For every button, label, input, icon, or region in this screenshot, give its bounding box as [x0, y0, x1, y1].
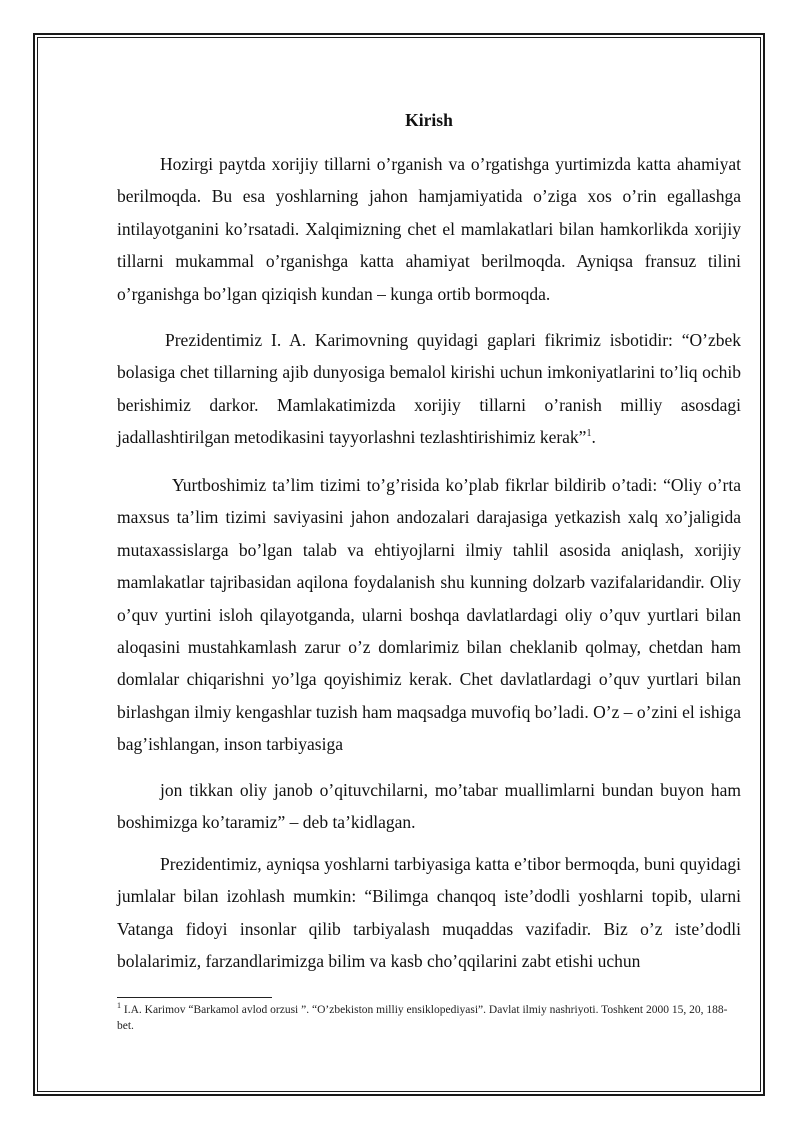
paragraph-4: jon tikkan oliy janob o’qituvchilarni, mo’tabar muallimlarni bundan buyon ham boshimizga ko’taramiz” – deb ta’kidlagan.	[117, 780, 741, 833]
footnote-text: I.A. Karimov “Barkamol avlod orzusi ”. “O’zbekiston milliy ensiklopediyasi”. Davlat ilmiy nashriyoti. Toshkent 2000 15, 20, 188-bet.	[117, 1004, 728, 1032]
paragraph-5: Prezidentimiz, ayniqsa yoshlarni tarbiyasiga katta e’tibor bermoqda, buni quyidagi jumlalar bilan izohlash mumkin: “Bilimga chanqoq iste’dodli yoshlarni topib, ularni Vatanga fidoyi insonlar qilib tarbiyalash muqaddas vazifadir. Biz o’z iste’dodli bolalarimiz, farzandlarimizga bilim va kasb cho’qqilarini zabt etishi uchun	[117, 854, 741, 972]
footnote	[117, 1003, 741, 1034]
paragraph-2-text: Prezidentimiz I. A. Karimovning quyidagi gaplari fikrimiz isbotidir: “O’zbek bolasiga chet tillarning ajib dunyosiga bemalol kirishi uchun imkoniyatlarini to’liq ochib berishimiz darkor. Mamlakatimizda xorijiy tillarni o’ranish milliy asosdagi jadallashtirilgan metodikasini tayyorlashni tezlashtirishimiz kerak”	[117, 330, 741, 448]
paragraph-2-end: .	[591, 427, 596, 448]
footnote-number: 1	[117, 1001, 121, 1011]
paragraph-2	[117, 324, 741, 454]
paragraph-3: Yurtboshimiz ta’lim tizimi to’g’risida ko’plab fikrlar bildirib o’tadi: “Oliy o’rta maxsus ta’lim tizimi saviyasini jahon andozalari darajasiga yetkazish xalq xo’jaligida mutaxassislarga bo’lgan talab va ehtiyojlarni ilmiy tahlil asosida aniqlash, xorijiy mamlakatlar tajribasidan aqilona foydalanish shu kunning dolzarb vazifalaridandir. Oliy o’quv yurtini isloh qilayotganda, ularni boshqa davlatlardagi oliy o’quv yurtlari bilan aloqasini mustahkamlash zarur o’z domlarimiz bilan cheklanib qolmay, chetdan ham domlalar chiqarishni yo’lga qoyishimiz kerak. Chet davlatlardagi o’quv yurtlari bilan birlashgan ilmiy kengashlar tuzish ham maqsadga muvofiq bo’ladi. O’z – o’zini el ishiga bag’ishlangan, inson tarbiyasiga	[117, 475, 741, 755]
footnote-separator	[117, 997, 272, 998]
footnote-reference: 1	[586, 428, 592, 440]
page-title: Kirish	[405, 110, 453, 130]
paragraph-1: Hozirgi paytda xorijiy tillarni o’rganish va o’rgatishga yurtimizda katta ahamiyat berilmoqda. Bu esa yoshlarning jahon hamjamiyatida o’ziga xos o’rin egallashga intilayotganini ko’rsatadi. Xalqimizning chet el mamlakatlari bilan hamkorlikda xorijiy tillarni mukammal o’rganishga katta ahamiyat berilmoqda. Ayniqsa fransuz tilini o’rganishga bo’lgan qiziqish kundan – kunga ortib bormoqda.	[117, 154, 741, 304]
